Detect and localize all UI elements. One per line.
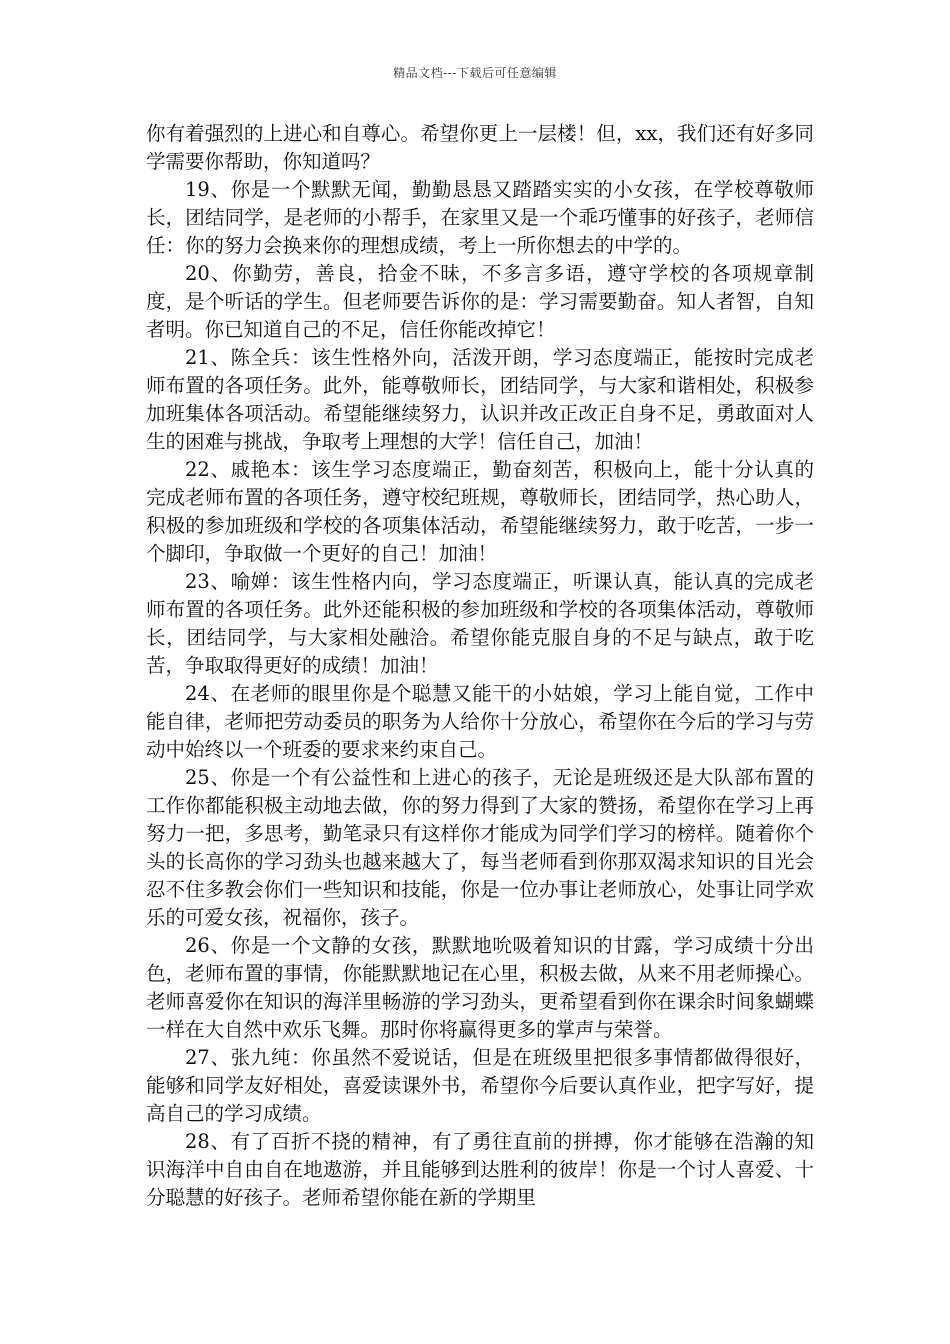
paragraph: 25、你是一个有公益性和上进心的孩子，无论是班级还是大队部布置的工作你都能积极主动地去做，你的努力得到了大家的赞扬，希望你在学习上再努力一把，多思考，勤笔录只有这样你才能成为同学们学习的榜样。随着你个头的长高你的学习劲头也越来越大了，每当老师看到你那双渴求知识的目光会忍不住多教会你们一些知识和技能，你是一位办事让老师放心，处事让同学欢乐的可爱女孩，祝福你，孩子。 [146,766,814,929]
paragraph: 26、你是一个文静的女孩，默默地吮吸着知识的甘露，学习成绩十分出色，老师布置的事情，你能默默地记在心里，积极去做，从来不用老师操心。老师喜爱你在知识的海洋里畅游的学习劲头，更希望看到你在课余时间象蝴蝶一样在大自然中欢乐飞舞。那时你将赢得更多的掌声与荣誉。 [146,934,814,1041]
paragraph: 20、你勤劳，善良，拾金不昧，不多言多语，遵守学校的各项规章制度，是个听话的学生。但老师要告诉你的是：学习需要勤奋。知人者智，自知者明。你已知道自己的不足，信任你能改掉它！ [146,262,814,341]
page-header: 精品文档---下载后可任意编辑 [393,66,557,80]
paragraph: 23、喻婵：该生性格内向，学习态度端正，听课认真，能认真的完成老师布置的各项任务。此外还能积极的参加班级和学校的各项集体活动，尊敬师长，团结同学，与大家相处融洽。希望你能克服自身的不足与缺点，敢于吃苦，争取取得更好的成绩！加油！ [146,570,814,677]
paragraph: 24、在老师的眼里你是个聪慧又能干的小姑娘，学习上能自觉，工作中能自律，老师把劳动委员的职务为人给你十分放心，希望你在今后的学习与劳动中始终以一个班委的要求来约束自己。 [146,682,814,761]
paragraph: 19、你是一个默默无闻，勤勤恳恳又踏踏实实的小女孩，在学校尊敬师长，团结同学，是老师的小帮手，在家里又是一个乖巧懂事的好孩子，老师信任：你的努力会换来你的理想成绩，考上一所你想去的中学的。 [146,178,814,257]
paragraph: 28、有了百折不挠的精神，有了勇往直前的拼搏，你才能够在浩瀚的知识海洋中自由自在地遨游，并且能够到达胜利的彼岸！你是一个讨人喜爱、十分聪慧的好孩子。老师希望你能在新的学期里 [146,1130,814,1209]
paragraph: 你有着强烈的上进心和自尊心。希望你更上一层楼！但，xx，我们还有好多同学需要你帮助，你知道吗？ [146,122,814,173]
paragraph: 21、陈全兵：该生性格外向，活泼开朗，学习态度端正，能按时完成老师布置的各项任务。此外，能尊敬师长，团结同学，与大家和谐相处，积极参加班集体各项活动。希望能继续努力，认识并改正改正自身不足，勇敢面对人生的困难与挑战，争取考上理想的大学！信任自己，加油！ [146,346,814,453]
paragraph: 22、戚艳本：该生学习态度端正，勤奋刻苦，积极向上，能十分认真的完成老师布置的各项任务，遵守校纪班规，尊敬师长，团结同学，热心助人，积极的参加班级和学校的各项集体活动，希望能继续努力，敢于吃苦，一步一个脚印，争取做一个更好的自己！加油！ [146,458,814,565]
document-body [146,120,814,1212]
paragraph: 27、张九纯：你虽然不爱说话，但是在班级里把很多事情都做得很好，能够和同学友好相处，喜爱读课外书，希望你今后要认真作业，把字写好，提高自己的学习成绩。 [146,1046,814,1125]
